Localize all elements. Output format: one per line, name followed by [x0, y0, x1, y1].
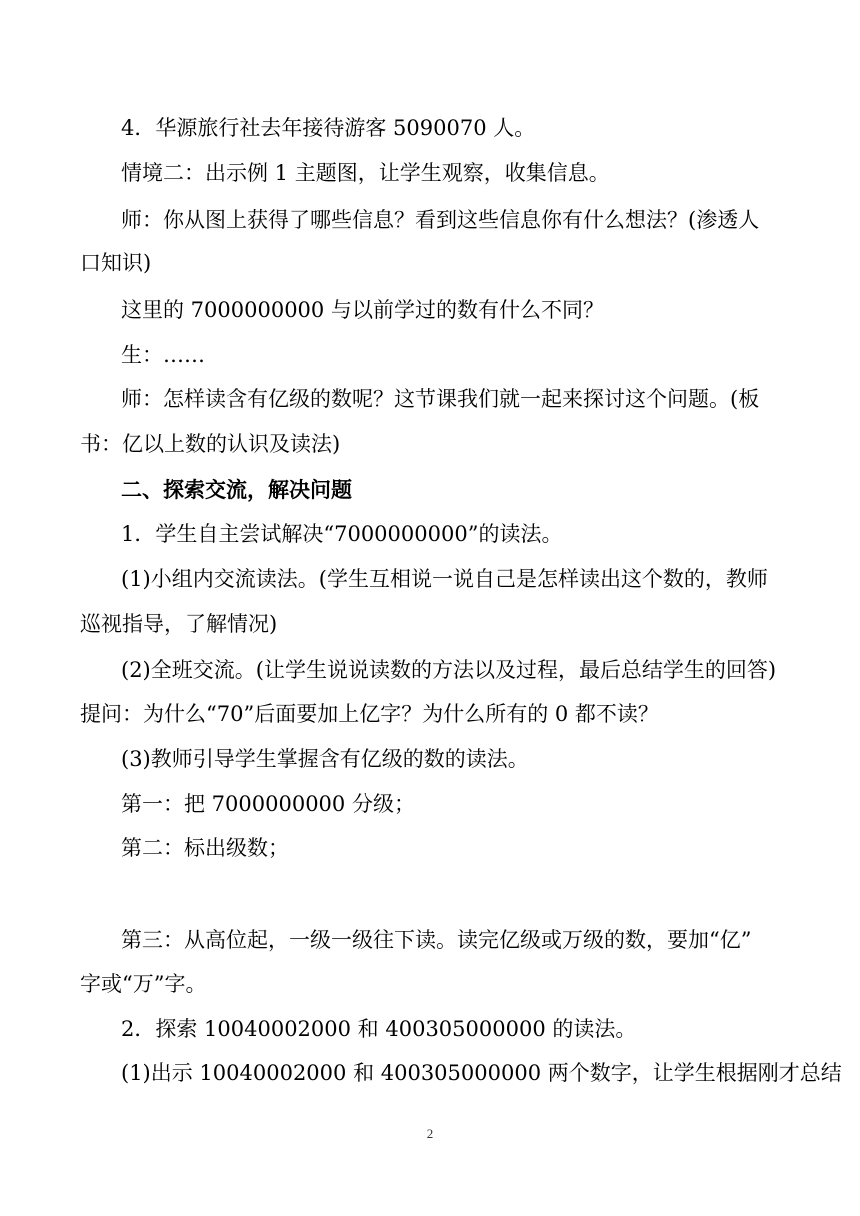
text-line-teacher-question-2-cont: 书：亿以上数的认识及读法) — [80, 432, 341, 456]
page-number: 2 — [426, 1126, 434, 1141]
text-line-teacher-guide: (3)教师引导学生掌握含有亿级的数的读法。 — [121, 747, 529, 771]
text-line-difference-question: 这里的 7000000000 与以前学过的数有什么不同？ — [121, 298, 604, 322]
section-heading-explore: 二、探索交流，解决问题 — [121, 477, 352, 502]
text-line-first-step: 第一：把 7000000000 分级； — [121, 792, 415, 816]
text-line-step-1: 1．学生自主尝试解决“7000000000”的读法。 — [121, 522, 563, 546]
text-line-group-discussion-cont: 巡视指导，了解情况) — [80, 612, 278, 636]
text-line-teacher-question-2: 师：怎样读含有亿级的数呢？这节课我们就一起来探讨这个问题。(板 — [121, 387, 760, 411]
text-line-teacher-question-1-cont: 口知识) — [80, 251, 152, 275]
text-line-group-discussion: (1)小组内交流读法。(学生互相说一说自己是怎样读出这个数的，教师 — [121, 567, 768, 591]
text-line-third-step-cont: 字或“万”字。 — [80, 972, 207, 996]
text-line-teacher-question-1: 师：你从图上获得了哪些信息？看到这些信息你有什么想法？(渗透人 — [121, 208, 760, 232]
text-line-item-4: 4．华源旅行社去年接待游客 5090070 人。 — [121, 116, 536, 140]
text-line-question-why: 提问：为什么“70”后面要加上亿字？为什么所有的 0 都不读？ — [80, 702, 659, 726]
text-line-third-step: 第三：从高位起，一级一级往下读。读完亿级或万级的数，要加“亿” — [121, 928, 752, 952]
text-line-second-step: 第二：标出级数； — [121, 836, 289, 860]
text-line-student-answer: 生：…… — [121, 343, 205, 367]
text-line-step-2: 2．探索 10040002000 和 400305000000 的读法。 — [121, 1017, 637, 1041]
text-line-scenario-2: 情境二：出示例 1 主题图，让学生观察，收集信息。 — [121, 161, 610, 185]
text-line-show-numbers: (1)出示 10040002000 和 400305000000 两个数字，让学生根据刚才总结 — [121, 1061, 842, 1085]
text-line-class-discussion: (2)全班交流。(让学生说说读数的方法以及过程，最后总结学生的回答) — [121, 658, 777, 682]
